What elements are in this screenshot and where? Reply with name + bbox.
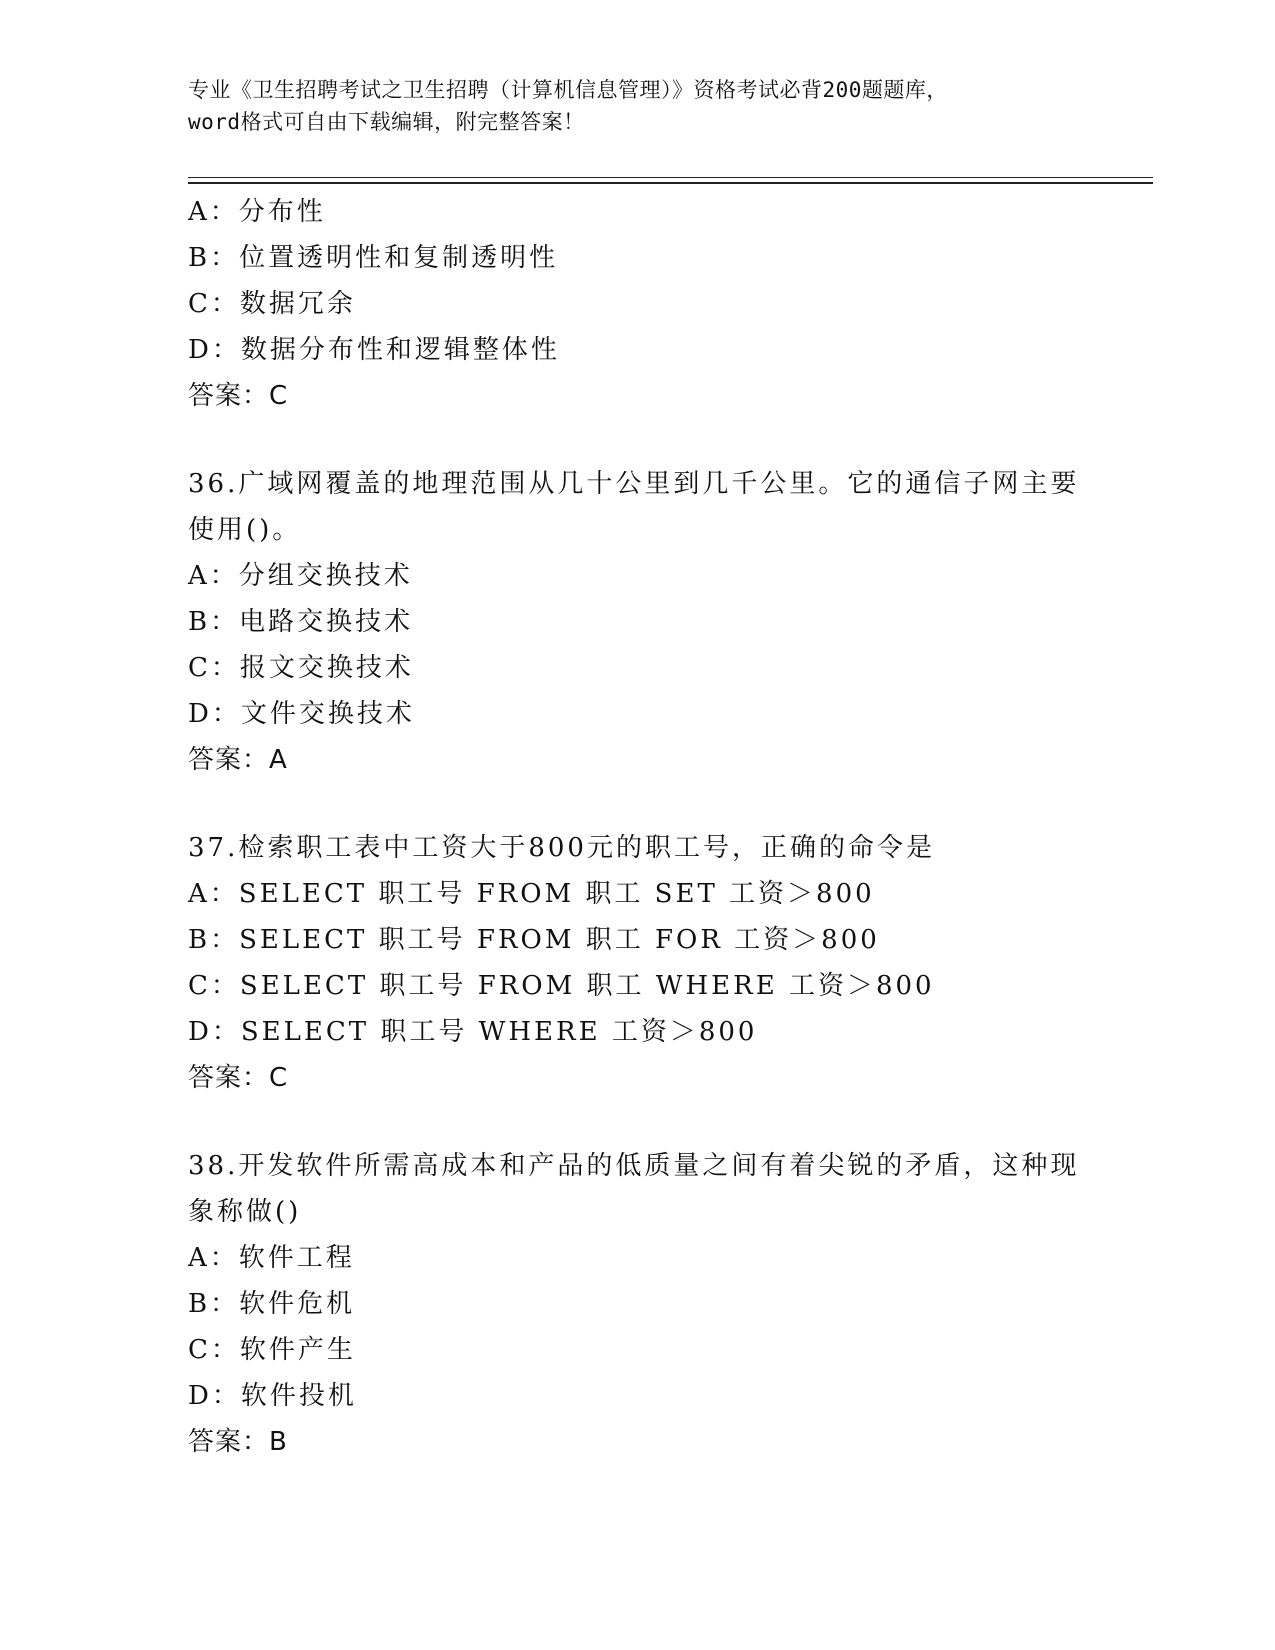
option-c: C：软件产生: [188, 1335, 356, 1365]
option-a: A：分布性: [188, 197, 326, 227]
question-37: [188, 825, 1088, 1101]
option-d: D：SELECT 职工号 WHERE 工资＞800: [188, 1017, 758, 1047]
answer-line: 答案：C: [188, 381, 289, 411]
question-stem-line-2: 象称做(): [188, 1197, 302, 1227]
option-c: C：SELECT 职工号 FROM 职工 WHERE 工资＞800: [188, 971, 935, 1001]
header-divider-thin: [188, 177, 1153, 178]
header-divider-thick: [188, 182, 1153, 184]
spacer: [188, 783, 1088, 825]
question-stem-line-2: 使用()。: [188, 515, 302, 545]
header-line-1: 专业《卫生招聘考试之卫生招聘（计算机信息管理）》资格考试必背200题题库，: [188, 78, 948, 102]
document-header: [188, 74, 1068, 138]
spacer: [188, 1101, 1088, 1143]
option-d: D：软件投机: [188, 1381, 357, 1411]
answer-line: 答案：C: [188, 1063, 289, 1093]
option-b: B：位置透明性和复制透明性: [188, 243, 559, 273]
option-b: B：软件危机: [188, 1289, 356, 1319]
question-36: [188, 461, 1088, 783]
option-d: D：数据分布性和逻辑整体性: [188, 335, 560, 365]
option-a: A：SELECT 职工号 FROM 职工 SET 工资＞800: [188, 879, 875, 909]
option-d: D：文件交换技术: [188, 699, 415, 729]
question-stem-line-1: 37.检索职工表中工资大于800元的职工号，正确的命令是: [188, 833, 935, 863]
question-content: [188, 189, 1088, 1465]
spacer: [188, 419, 1088, 461]
option-b: B：SELECT 职工号 FROM 职工 FOR 工资＞800: [188, 925, 880, 955]
option-b: B：电路交换技术: [188, 607, 414, 637]
answer-line: 答案：A: [188, 745, 288, 775]
question-stem-line-1: 38.开发软件所需高成本和产品的低质量之间有着尖锐的矛盾，这种现: [188, 1151, 1080, 1181]
option-a: A：分组交换技术: [188, 561, 413, 591]
question-38: [188, 1143, 1088, 1465]
answer-line: 答案：B: [188, 1427, 288, 1457]
header-line-2: word格式可自由下载编辑，附完整答案！: [188, 110, 585, 134]
option-c: C：报文交换技术: [188, 653, 414, 683]
question-35: [188, 189, 1088, 419]
option-c: C：数据冗余: [188, 289, 356, 319]
question-stem-line-1: 36.广域网覆盖的地理范围从几十公里到几千公里。它的通信子网主要: [188, 469, 1080, 499]
option-a: A：软件工程: [188, 1243, 355, 1273]
